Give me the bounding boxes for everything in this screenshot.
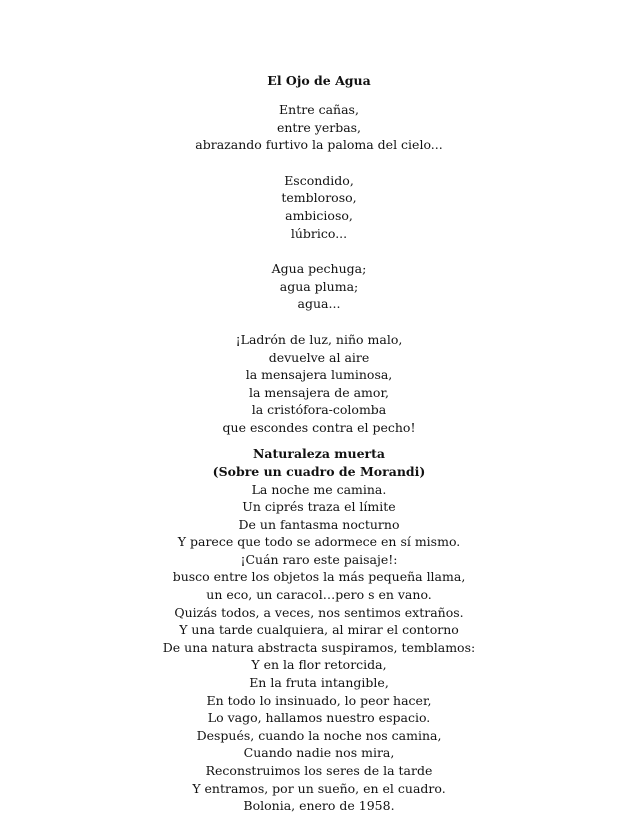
poem-line: Y entramos, por un sueño, en el cuadro. bbox=[192, 780, 446, 796]
poem-line: De una natura abstracta suspiramos, temblamos: bbox=[162, 639, 476, 655]
poem-line: agua... bbox=[297, 296, 341, 312]
poem-line: Escondido, bbox=[284, 172, 354, 188]
poem-line: busco entre los objetos la más pequeña llama, bbox=[172, 569, 466, 585]
poem-line: Agua pechuga; bbox=[271, 261, 367, 277]
poem-line: Después, cuando la noche nos camina, bbox=[196, 727, 442, 743]
poem-line: Y en la flor retorcida, bbox=[251, 657, 387, 673]
poem-line: En todo lo insinuado, lo peor hacer, bbox=[206, 692, 432, 708]
poem-line: Y parece que todo se adormece en sí mismo. bbox=[177, 534, 461, 550]
poem-line: entre yerbas, bbox=[276, 119, 362, 135]
poem-line: Cuando nadie nos mira, bbox=[243, 745, 395, 761]
poem-line: Reconstruimos los seres de la tarde bbox=[205, 763, 433, 778]
poem2-body bbox=[0, 481, 638, 815]
stanza-gap bbox=[0, 313, 638, 331]
poem1-stanza bbox=[0, 172, 638, 242]
poem-line: devuelve al aire bbox=[268, 349, 370, 365]
document-page bbox=[0, 72, 638, 815]
poem-line: la mensajera luminosa, bbox=[245, 367, 393, 383]
stanza-gap bbox=[0, 154, 638, 172]
poem1-body bbox=[0, 101, 638, 437]
poem-line: abrazando furtivo la paloma del cielo... bbox=[195, 137, 443, 153]
poem-line: la cristófora-colomba bbox=[251, 402, 387, 418]
poem2-title: Naturaleza muerta bbox=[252, 445, 386, 461]
poem-line: De un fantasma nocturno bbox=[238, 516, 400, 532]
poem-line: Quizás todos, a veces, nos sentimos extraños. bbox=[174, 604, 464, 620]
poem-line: que escondes contra el pecho! bbox=[222, 419, 416, 435]
poem-line: Un ciprés traza el límite bbox=[242, 499, 396, 515]
poem2-subtitle: (Sobre un cuadro de Morandi) bbox=[212, 463, 426, 479]
poem-dateline: Bolonia, enero de 1958. bbox=[243, 798, 395, 814]
poem-line: lúbrico... bbox=[290, 225, 348, 241]
poem1-stanza bbox=[0, 331, 638, 437]
poem-line: En la fruta intangible, bbox=[249, 675, 389, 691]
poem-line: Y una tarde cualquiera, al mirar el contorno bbox=[179, 622, 459, 638]
poem-line: ¡Cuán raro este paisaje!: bbox=[240, 551, 398, 567]
poem-line: un eco, un caracol…pero s en vano. bbox=[206, 587, 432, 603]
poem-line: tembloroso, bbox=[281, 190, 357, 206]
poem1-stanza bbox=[0, 260, 638, 313]
poem-line: La noche me camina. bbox=[251, 481, 387, 497]
poem2-heading bbox=[0, 445, 638, 481]
poem-line: Lo vago, hallamos nuestro espacio. bbox=[207, 710, 431, 726]
poem-line: la mensajera de amor, bbox=[248, 384, 390, 400]
poem1-stanza bbox=[0, 101, 638, 154]
poem-line: ¡Ladrón de luz, niño malo, bbox=[235, 331, 403, 347]
poem-line: Entre cañas, bbox=[279, 102, 359, 117]
poem-line: ambicioso, bbox=[285, 207, 353, 223]
stanza-gap bbox=[0, 242, 638, 260]
poem-line: agua pluma; bbox=[279, 278, 359, 294]
poem1-title: El Ojo de Agua bbox=[267, 73, 371, 88]
